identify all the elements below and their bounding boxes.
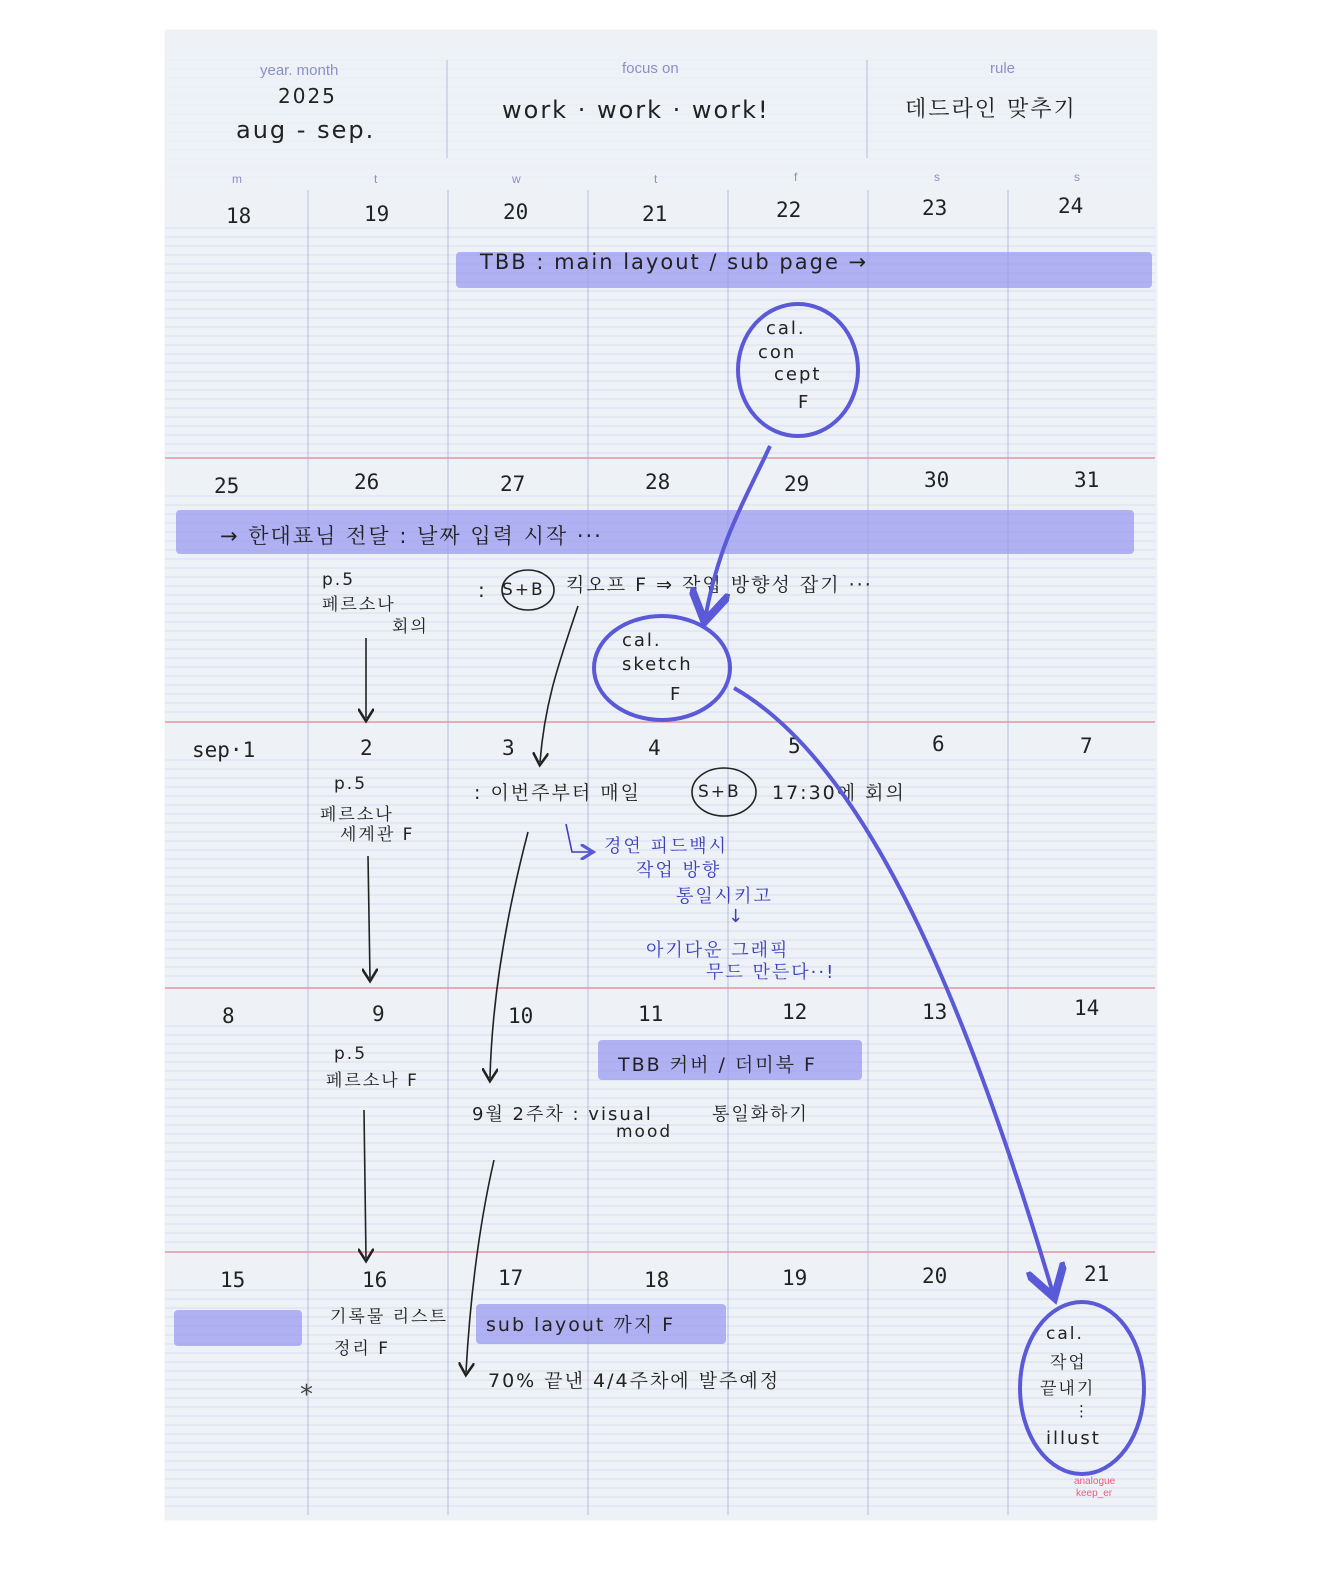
blue-note-line: 경연 피드백시 bbox=[604, 836, 729, 857]
blue-note-line: 작업 방향 bbox=[636, 860, 722, 881]
weekday-label: m bbox=[232, 172, 242, 186]
date-number: 21 bbox=[642, 202, 668, 226]
circle-mark bbox=[1020, 1302, 1144, 1474]
date-number: sep·1 bbox=[192, 738, 256, 762]
task-band-text: sub layout 까지 F bbox=[486, 1314, 676, 1336]
blue-note-line: 아기다운 그래픽 bbox=[646, 940, 790, 961]
date-number: 4 bbox=[648, 736, 661, 760]
brand-stamp: keep_er bbox=[1076, 1488, 1113, 1499]
record-note: 정리 F bbox=[334, 1339, 391, 1359]
arrow-line bbox=[368, 856, 370, 978]
circle-note-line: illust bbox=[1046, 1428, 1101, 1449]
task-band-text: TBB : main layout / sub page → bbox=[480, 250, 869, 274]
persona-note: 페르소나 F bbox=[326, 1071, 419, 1091]
arrow-line bbox=[490, 832, 528, 1078]
circled-tag: S+B bbox=[502, 580, 545, 600]
progress-note: 70% 끝낸 4/4주차에 발주예정 bbox=[488, 1370, 781, 1392]
arrow-line bbox=[364, 1110, 366, 1258]
arrow-line bbox=[706, 446, 770, 614]
circle-note-line: cept bbox=[774, 364, 822, 385]
weekday-label: s bbox=[934, 170, 940, 184]
date-number: 23 bbox=[922, 196, 948, 220]
weekday-label: t bbox=[374, 172, 378, 186]
circle-note-line: F bbox=[798, 392, 811, 413]
circle-note-line: F bbox=[670, 684, 683, 705]
blue-note-line: 통일시키고 bbox=[676, 886, 773, 907]
meeting-note: 17:30에 회의 bbox=[772, 782, 906, 804]
blue-note-line: 무드 만든다··! bbox=[706, 962, 836, 983]
date-number: 30 bbox=[924, 468, 950, 492]
date-number: 20 bbox=[503, 200, 529, 224]
circle-mark bbox=[502, 570, 554, 610]
arrow-line bbox=[566, 824, 590, 852]
persona-note: 페르소나 bbox=[322, 595, 396, 615]
visual-note-mood: mood bbox=[616, 1122, 673, 1142]
persona-note: 세계관 F bbox=[340, 825, 415, 845]
task-band-text: TBB 커버 / 더미북 F bbox=[618, 1054, 817, 1076]
arrow-line bbox=[540, 606, 578, 762]
weekday-label: f bbox=[794, 170, 798, 184]
meeting-note: 킥오프 F ⇒ 작업 방향성 잡기 ··· bbox=[566, 574, 873, 596]
persona-note: p.5 bbox=[322, 570, 356, 590]
date-number: 9 bbox=[372, 1002, 385, 1026]
persona-note: p.5 bbox=[334, 1044, 368, 1064]
date-number: 18 bbox=[226, 204, 252, 228]
task-band-text: → 한대표님 전달 : 날짜 입력 시작 ··· bbox=[220, 524, 603, 548]
circle-note-line: cal. bbox=[766, 318, 806, 339]
persona-note: 회의 bbox=[392, 617, 429, 637]
date-number: 11 bbox=[638, 1002, 664, 1026]
date-number: 13 bbox=[922, 1000, 948, 1024]
arrow-line bbox=[734, 688, 1052, 1290]
circled-tag: S+B bbox=[698, 782, 741, 802]
blue-note-line: ↓ bbox=[728, 906, 746, 927]
circle-note-line: 작업 bbox=[1050, 1353, 1087, 1373]
rule-text: 데드라인 맞추기 bbox=[905, 97, 1077, 122]
date-number: 20 bbox=[922, 1264, 948, 1288]
months-text: aug - sep. bbox=[236, 116, 376, 144]
date-number: 8 bbox=[222, 1004, 235, 1028]
date-number: 21 bbox=[1084, 1262, 1110, 1286]
circle-mark bbox=[738, 304, 858, 436]
arrow-line bbox=[466, 1160, 494, 1372]
date-number: 16 bbox=[362, 1268, 388, 1292]
rule-label: rule bbox=[990, 60, 1016, 77]
circle-note-line: cal. bbox=[622, 630, 662, 651]
asterisk-mark: ⁎ bbox=[300, 1372, 315, 1402]
date-number: 5 bbox=[788, 734, 801, 758]
circle-mark bbox=[594, 616, 730, 720]
date-number: 19 bbox=[364, 202, 390, 226]
weekday-label: w bbox=[512, 172, 521, 186]
date-number: 27 bbox=[500, 472, 526, 496]
date-number: 15 bbox=[220, 1268, 246, 1292]
visual-note: 9월 2주차 : visual bbox=[472, 1104, 653, 1125]
meeting-note-prefix: : bbox=[478, 578, 487, 602]
circle-note-line: ⋮ bbox=[1074, 1402, 1091, 1420]
date-number: 28 bbox=[645, 470, 671, 494]
persona-note: p.5 bbox=[334, 774, 368, 794]
date-number: 24 bbox=[1058, 194, 1084, 218]
weekday-label: s bbox=[1074, 170, 1080, 184]
record-note: 기록물 리스트 bbox=[330, 1307, 448, 1327]
date-number: 25 bbox=[214, 474, 240, 498]
circle-mark bbox=[692, 768, 756, 816]
date-number: 6 bbox=[932, 732, 945, 756]
circle-note-line: sketch bbox=[622, 654, 693, 675]
circle-note-line: cal. bbox=[1046, 1324, 1084, 1344]
date-number: 29 bbox=[784, 472, 810, 496]
date-number: 17 bbox=[498, 1266, 524, 1290]
year-month-label: year. month bbox=[260, 62, 339, 79]
brand-stamp: analogue bbox=[1074, 1476, 1116, 1487]
date-number: 3 bbox=[502, 736, 515, 760]
date-number: 14 bbox=[1074, 996, 1100, 1020]
date-number: 31 bbox=[1074, 468, 1100, 492]
date-number: 22 bbox=[776, 198, 802, 222]
date-number: 12 bbox=[782, 1000, 808, 1024]
date-number: 18 bbox=[644, 1268, 670, 1292]
circle-note-line: con bbox=[758, 342, 797, 363]
date-number: 19 bbox=[782, 1266, 808, 1290]
meeting-note-prefix: : 이번주부터 매일 bbox=[474, 782, 641, 804]
focus-label: focus on bbox=[622, 60, 679, 77]
date-number: 2 bbox=[360, 736, 373, 760]
date-number: 10 bbox=[508, 1004, 534, 1028]
visual-note: 통일화하기 bbox=[712, 1104, 809, 1125]
focus-text: work · work · work! bbox=[502, 96, 770, 124]
weekday-label: t bbox=[654, 172, 658, 186]
persona-note: 페르소나 bbox=[320, 805, 394, 825]
year-text: 2025 bbox=[278, 84, 337, 108]
date-number: 26 bbox=[354, 470, 380, 494]
circle-note-line: 끝내기 bbox=[1040, 1379, 1096, 1399]
date-number: 7 bbox=[1080, 734, 1093, 758]
